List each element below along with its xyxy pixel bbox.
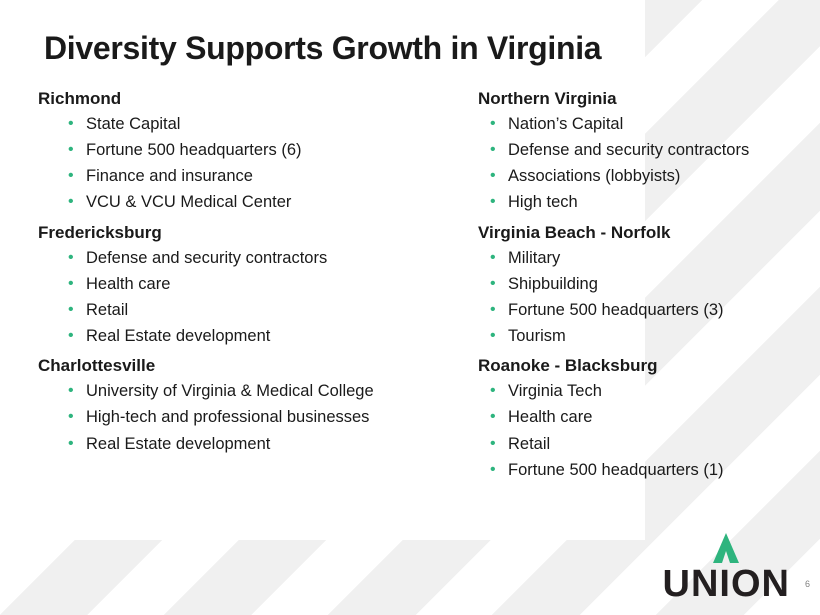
- bullet-icon: •: [490, 193, 496, 211]
- list-item: [38, 246, 458, 271]
- list-item: [478, 138, 808, 163]
- bullet-icon: •: [68, 327, 74, 345]
- bullet-icon: •: [490, 327, 496, 345]
- list-item: [478, 432, 808, 457]
- list-item: [38, 164, 458, 189]
- list-item: [478, 405, 808, 430]
- group-heading: Richmond: [38, 89, 122, 108]
- bullet-icon: •: [490, 382, 496, 400]
- list-item: [478, 246, 808, 271]
- bullet-icon: •: [68, 274, 74, 292]
- list-item-label: University of Virginia & Medical College: [86, 382, 374, 401]
- left-column: [38, 88, 458, 463]
- list-item: [478, 164, 808, 189]
- list-item: [38, 432, 458, 457]
- list-item: [38, 272, 458, 297]
- list-item-label: Military: [508, 248, 561, 267]
- bullet-icon: •: [68, 141, 74, 159]
- bullet-icon: •: [490, 300, 496, 318]
- group-charlottesville: [38, 355, 458, 456]
- list-item-label: State Capital: [86, 115, 181, 134]
- bullet-icon: •: [490, 460, 496, 478]
- group-virginia-beach-norfolk: [478, 222, 808, 350]
- group-heading: Charlottesville: [38, 356, 156, 376]
- group-item-list: [38, 379, 458, 456]
- bullet-icon: •: [490, 274, 496, 292]
- list-item: [478, 458, 808, 483]
- group-heading: Fredericksburg: [38, 222, 162, 242]
- list-item-label: Retail: [86, 300, 129, 319]
- list-item: [38, 138, 458, 163]
- bullet-icon: •: [68, 382, 74, 400]
- group-item-list: [38, 246, 458, 349]
- bullet-icon: •: [68, 115, 74, 133]
- bullet-icon: •: [68, 167, 74, 185]
- list-item-label: Retail: [508, 434, 551, 453]
- list-item: [38, 324, 458, 349]
- bullet-icon: •: [490, 141, 496, 159]
- right-column: [478, 88, 808, 489]
- list-item: [38, 112, 458, 137]
- list-item-label: VCU & VCU Medical Center: [86, 193, 292, 212]
- list-item: [478, 272, 808, 297]
- list-item: [478, 190, 808, 215]
- list-item: [38, 379, 458, 404]
- page-title: Diversity Supports Growth in Virginia: [44, 30, 602, 66]
- union-logo: [663, 533, 790, 603]
- list-item-label: Defense and security contractors: [508, 141, 750, 160]
- bullet-icon: •: [68, 300, 74, 318]
- bullet-icon: •: [68, 408, 74, 426]
- group-heading: Northern Virginia: [478, 89, 617, 108]
- list-item-label: Health care: [86, 274, 171, 293]
- list-item-label: Fortune 500 headquarters (1): [508, 460, 724, 479]
- union-logo-text: UNION: [662, 563, 790, 605]
- bullet-icon: •: [490, 167, 496, 185]
- list-item-label: Real Estate development: [86, 434, 271, 453]
- group-fredericksburg: [38, 222, 458, 350]
- list-item-label: Fortune 500 headquarters (3): [508, 300, 724, 319]
- list-item-label: Tourism: [508, 327, 566, 346]
- list-item-label: Finance and insurance: [86, 167, 253, 186]
- list-item: [38, 298, 458, 323]
- list-item-label: Fortune 500 headquarters (6): [86, 141, 302, 160]
- group-heading: Roanoke - Blacksburg: [478, 356, 658, 376]
- group-northern-virginia: [478, 88, 808, 216]
- group-item-list: [478, 246, 808, 349]
- group-item-list: [478, 112, 808, 215]
- union-chevron-icon: [699, 533, 753, 563]
- list-item-label: Virginia Tech: [508, 382, 602, 401]
- list-item-label: High-tech and professional businesses: [86, 408, 370, 427]
- bullet-icon: •: [490, 408, 496, 426]
- group-item-list: [38, 112, 458, 215]
- group-roanoke-blacksburg: [478, 355, 808, 483]
- list-item-label: Nation’s Capital: [508, 115, 624, 134]
- list-item-label: Shipbuilding: [508, 274, 598, 293]
- list-item: [478, 324, 808, 349]
- list-item: [478, 112, 808, 137]
- bullet-icon: •: [68, 248, 74, 266]
- list-item: [478, 298, 808, 323]
- page-number: 6: [804, 579, 810, 589]
- list-item: [38, 405, 458, 430]
- list-item-label: High tech: [508, 193, 578, 212]
- list-item: [38, 190, 458, 215]
- bullet-icon: •: [68, 434, 74, 452]
- bullet-icon: •: [490, 434, 496, 452]
- list-item-label: Real Estate development: [86, 327, 271, 346]
- group-item-list: [478, 379, 808, 482]
- group-richmond: [38, 88, 458, 216]
- list-item-label: Health care: [508, 408, 593, 427]
- bullet-icon: •: [68, 193, 74, 211]
- list-item-label: Defense and security contractors: [86, 248, 328, 267]
- list-item: [478, 379, 808, 404]
- group-heading: Virginia Beach - Norfolk: [478, 222, 671, 242]
- list-item-label: Associations (lobbyists): [508, 167, 681, 186]
- bullet-icon: •: [490, 248, 496, 266]
- bullet-icon: •: [490, 115, 496, 133]
